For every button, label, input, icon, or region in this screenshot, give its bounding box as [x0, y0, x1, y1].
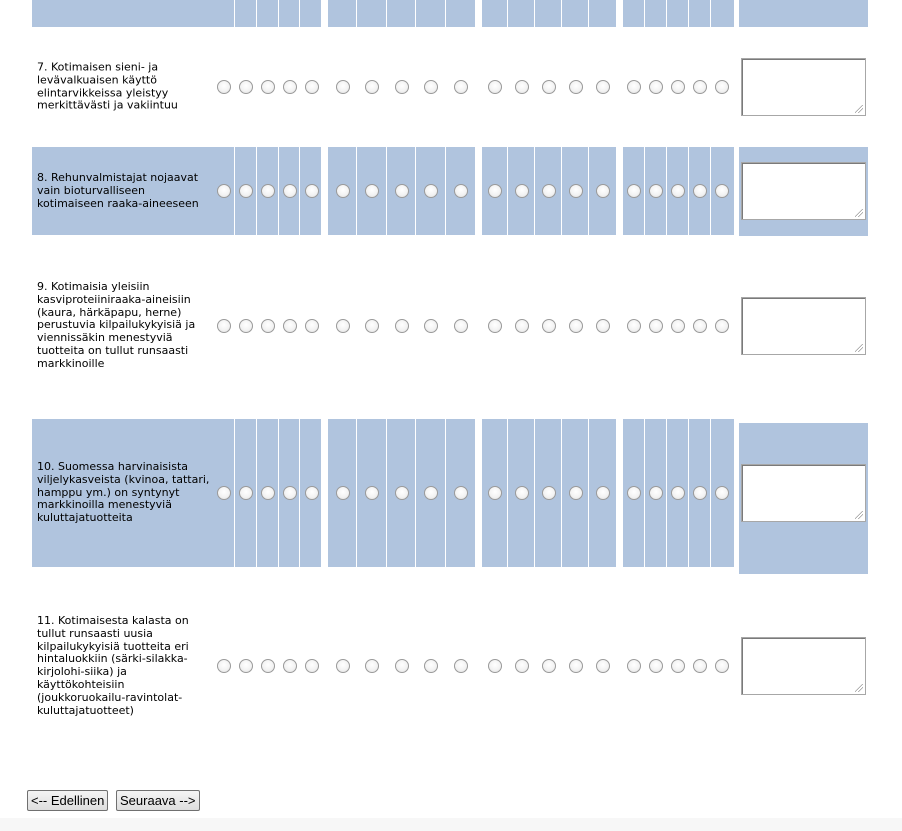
- rating-radio[interactable]: [627, 486, 641, 500]
- rating-radio[interactable]: [596, 659, 610, 673]
- rating-radio[interactable]: [217, 486, 231, 500]
- rating-radio[interactable]: [336, 80, 350, 94]
- rating-radio[interactable]: [336, 184, 350, 198]
- rating-radio[interactable]: [239, 319, 253, 333]
- scale-column: [357, 0, 387, 27]
- rating-radio[interactable]: [596, 319, 610, 333]
- rating-radio[interactable]: [596, 486, 610, 500]
- rating-radio[interactable]: [671, 659, 685, 673]
- rating-radio[interactable]: [217, 184, 231, 198]
- rating-radio[interactable]: [627, 319, 641, 333]
- question-label: 7. Kotimaisen sieni- ja levävalkuaisen käyttö elintarvikkeissa yleistyy merkittävästi ja vakiintuu: [37, 60, 178, 112]
- rating-radio[interactable]: [395, 319, 409, 333]
- rating-radio[interactable]: [488, 80, 502, 94]
- rating-radio[interactable]: [488, 184, 502, 198]
- rating-radio[interactable]: [715, 80, 729, 94]
- rating-radio[interactable]: [283, 659, 297, 673]
- comment-textarea[interactable]: [741, 637, 866, 695]
- rating-radio[interactable]: [596, 80, 610, 94]
- rating-radio[interactable]: [261, 486, 275, 500]
- scale-column: [623, 0, 645, 27]
- rating-radio[interactable]: [454, 184, 468, 198]
- scale-group-band: [482, 0, 616, 27]
- rating-radio[interactable]: [671, 184, 685, 198]
- rating-radio[interactable]: [454, 486, 468, 500]
- rating-radio[interactable]: [693, 659, 707, 673]
- rating-radio[interactable]: [336, 659, 350, 673]
- scale-column: [535, 0, 562, 27]
- rating-radio[interactable]: [627, 80, 641, 94]
- resize-grip-icon[interactable]: [855, 344, 863, 352]
- rating-radio[interactable]: [395, 80, 409, 94]
- rating-radio[interactable]: [693, 80, 707, 94]
- rating-radio[interactable]: [671, 80, 685, 94]
- rating-radio[interactable]: [515, 486, 529, 500]
- scale-column: [711, 0, 734, 27]
- scale-column: [257, 0, 279, 27]
- rating-radio[interactable]: [336, 486, 350, 500]
- rating-radio[interactable]: [217, 659, 231, 673]
- rating-radio[interactable]: [627, 659, 641, 673]
- scale-column: [235, 0, 257, 27]
- scale-column: [562, 0, 589, 27]
- rating-radio[interactable]: [283, 80, 297, 94]
- resize-grip-icon[interactable]: [855, 684, 863, 692]
- next-button[interactable]: Seuraava -->: [116, 790, 200, 811]
- rating-radio[interactable]: [261, 659, 275, 673]
- rating-radio[interactable]: [515, 659, 529, 673]
- scale-column: [416, 0, 446, 27]
- rating-radio[interactable]: [671, 319, 685, 333]
- rating-radio[interactable]: [715, 184, 729, 198]
- scale-column: [300, 0, 321, 27]
- resize-grip-icon[interactable]: [855, 105, 863, 113]
- rating-radio[interactable]: [693, 319, 707, 333]
- scale-column: [387, 0, 416, 27]
- rating-radio[interactable]: [515, 184, 529, 198]
- rating-radio[interactable]: [649, 486, 663, 500]
- rating-radio[interactable]: [569, 659, 583, 673]
- rating-radio[interactable]: [261, 184, 275, 198]
- rating-radio[interactable]: [693, 486, 707, 500]
- rating-radio[interactable]: [715, 486, 729, 500]
- question-label: 8. Rehunvalmistajat nojaavat vain bioturvalliseen kotimaiseen raaka-aineeseen: [37, 170, 199, 210]
- rating-radio[interactable]: [239, 486, 253, 500]
- rating-radio[interactable]: [424, 486, 438, 500]
- rating-radio[interactable]: [305, 184, 319, 198]
- row-band: [32, 0, 213, 27]
- rating-radio[interactable]: [671, 486, 685, 500]
- scale-group-band: [328, 0, 475, 27]
- question-label: 11. Kotimaisesta kalasta on tullut runsaasti uusia kilpailukykyisiä tuotteita eri hintaluokkiin (särki-silakka-kirjolohi-siika) ja käyttökohteisiin (joukkoruokailu-ravintolat-kuluttajatuotteet): [37, 613, 189, 717]
- comment-band: [739, 0, 868, 27]
- question-label: 9. Kotimaisia yleisiin kasviproteiiniraaka-aineisiin (kaura, härkäpapu, herne) perustuvia kilpailukykyisiä ja viennissäkin menestyviä tuotteita on tullut runsaasti markkinoille: [37, 280, 196, 370]
- rating-radio[interactable]: [488, 486, 502, 500]
- rating-radio[interactable]: [305, 486, 319, 500]
- rating-radio[interactable]: [488, 319, 502, 333]
- rating-radio[interactable]: [305, 319, 319, 333]
- rating-radio[interactable]: [542, 659, 556, 673]
- rating-radio[interactable]: [488, 659, 502, 673]
- rating-radio[interactable]: [569, 319, 583, 333]
- rating-radio[interactable]: [217, 319, 231, 333]
- rating-radio[interactable]: [515, 80, 529, 94]
- rating-radio[interactable]: [715, 659, 729, 673]
- rating-radio[interactable]: [649, 659, 663, 673]
- scale-column: [213, 0, 235, 27]
- scale-column: [508, 0, 535, 27]
- scale-column: [667, 0, 689, 27]
- scale-column: [482, 0, 508, 27]
- rating-radio[interactable]: [365, 184, 379, 198]
- rating-radio[interactable]: [395, 184, 409, 198]
- comment-textarea[interactable]: [741, 58, 866, 116]
- rating-radio[interactable]: [261, 80, 275, 94]
- rating-radio[interactable]: [365, 659, 379, 673]
- rating-radio[interactable]: [542, 319, 556, 333]
- rating-radio[interactable]: [569, 80, 583, 94]
- scale-column: [689, 0, 711, 27]
- rating-radio[interactable]: [365, 80, 379, 94]
- rating-radio[interactable]: [283, 486, 297, 500]
- rating-radio[interactable]: [239, 80, 253, 94]
- rating-radio[interactable]: [283, 319, 297, 333]
- scale-column: [589, 0, 616, 27]
- rating-radio[interactable]: [261, 319, 275, 333]
- rating-radio[interactable]: [239, 184, 253, 198]
- comment-textarea[interactable]: [741, 464, 866, 522]
- rating-radio[interactable]: [715, 319, 729, 333]
- question-label: 10. Suomessa harvinaisista viljelykasveista (kvinoa, tattari, hamppu ym.) on syntynyt markkinoilla menestyviä kuluttajatuotteita: [37, 460, 210, 525]
- rating-radio[interactable]: [395, 659, 409, 673]
- rating-radio[interactable]: [424, 184, 438, 198]
- rating-radio[interactable]: [542, 80, 556, 94]
- rating-radio[interactable]: [305, 659, 319, 673]
- rating-radio[interactable]: [454, 659, 468, 673]
- resize-grip-icon[interactable]: [855, 209, 863, 217]
- rating-radio[interactable]: [649, 319, 663, 333]
- scale-group-band: [623, 0, 734, 27]
- rating-radio[interactable]: [693, 184, 707, 198]
- rating-radio[interactable]: [649, 80, 663, 94]
- rating-radio[interactable]: [542, 486, 556, 500]
- scale-column: [645, 0, 667, 27]
- scale-column: [328, 0, 357, 27]
- rating-radio[interactable]: [515, 319, 529, 333]
- rating-radio[interactable]: [283, 184, 297, 198]
- rating-radio[interactable]: [649, 184, 663, 198]
- rating-radio[interactable]: [239, 659, 253, 673]
- rating-radio[interactable]: [395, 486, 409, 500]
- rating-radio[interactable]: [569, 184, 583, 198]
- rating-radio[interactable]: [424, 659, 438, 673]
- rating-radio[interactable]: [424, 80, 438, 94]
- rating-radio[interactable]: [454, 319, 468, 333]
- rating-radio[interactable]: [365, 486, 379, 500]
- rating-radio[interactable]: [305, 80, 319, 94]
- page-footer: [0, 818, 902, 831]
- scale-column: [279, 0, 300, 27]
- rating-radio[interactable]: [542, 184, 556, 198]
- comment-textarea[interactable]: [741, 297, 866, 355]
- rating-radio[interactable]: [454, 80, 468, 94]
- scale-group-band: [213, 0, 321, 27]
- rating-radio[interactable]: [365, 319, 379, 333]
- previous-button[interactable]: <-- Edellinen: [27, 790, 108, 811]
- scale-column: [446, 0, 475, 27]
- rating-radio[interactable]: [336, 319, 350, 333]
- rating-radio[interactable]: [569, 486, 583, 500]
- rating-radio[interactable]: [424, 319, 438, 333]
- rating-radio[interactable]: [627, 184, 641, 198]
- rating-radio[interactable]: [217, 80, 231, 94]
- resize-grip-icon[interactable]: [855, 511, 863, 519]
- rating-radio[interactable]: [596, 184, 610, 198]
- comment-textarea[interactable]: [741, 162, 866, 220]
